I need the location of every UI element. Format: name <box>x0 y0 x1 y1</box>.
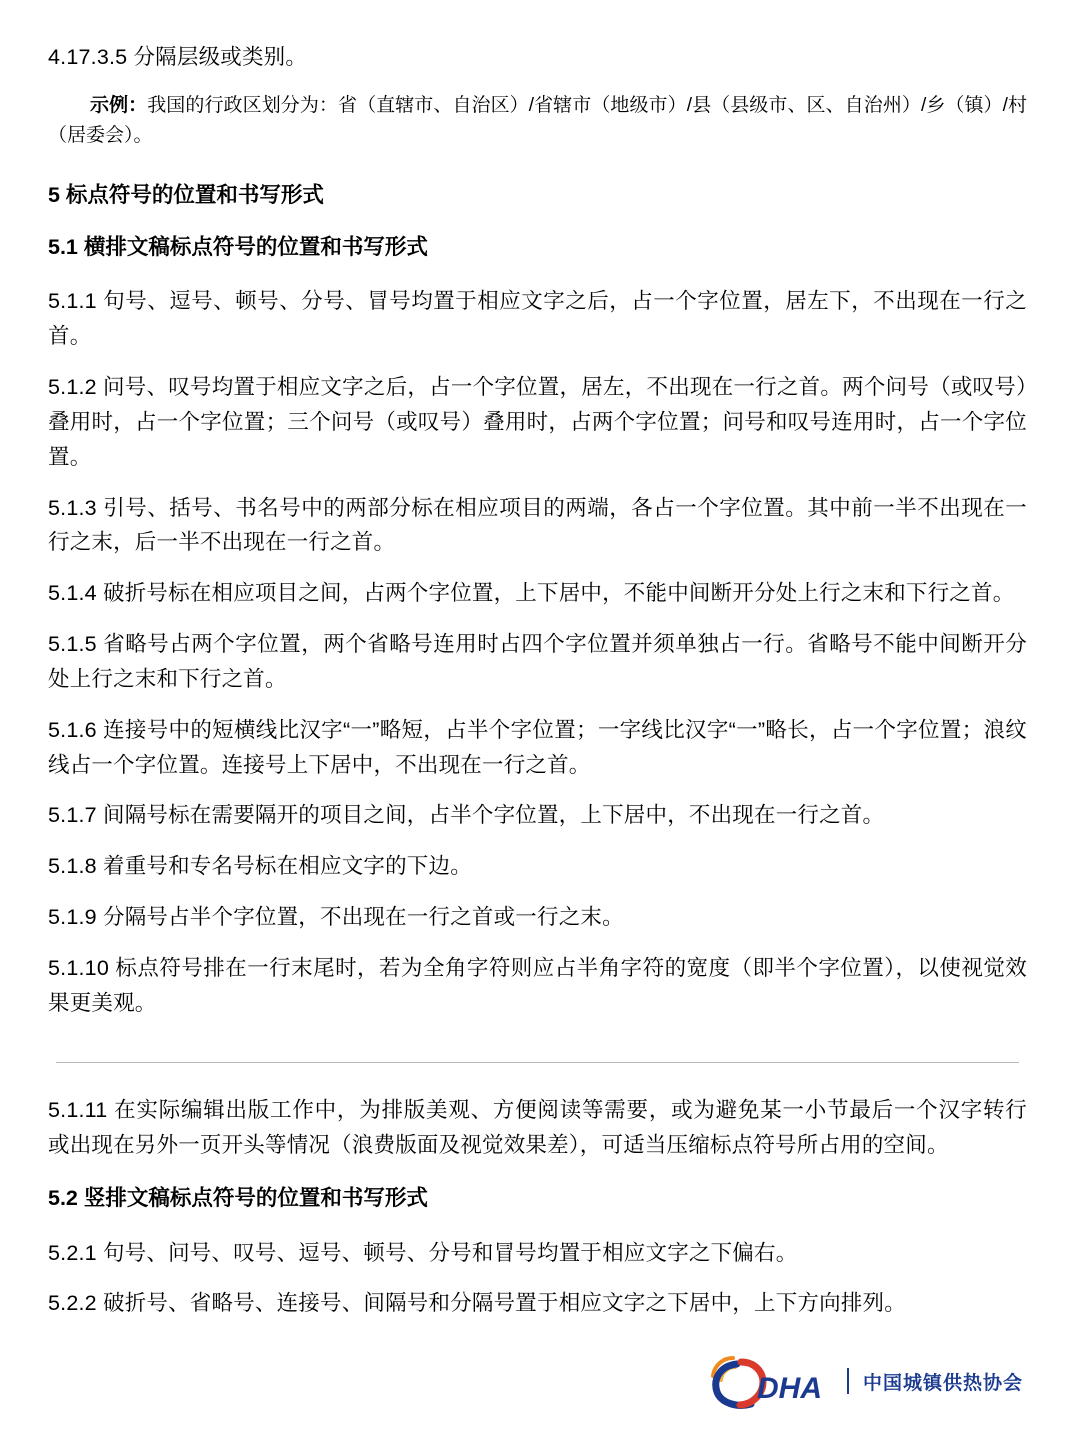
organization-logo <box>707 1350 1023 1412</box>
paragraph-4-17-3-5: 4.17.3.5 分隔层级或类别。 <box>48 45 308 69</box>
paragraph-5-1-1: 5.1.1 句号、逗号、顿号、分号、冒号均置于相应文字之后，占一个字位置，居左下，不出现在一行之首。 <box>48 289 1027 349</box>
svg-text:DHA: DHA <box>756 1372 822 1405</box>
paragraph-5-1-11: 5.1.11 在实际编辑出版工作中，为排版美观、方便阅读等需要，或为避免某一小节最后一个汉字转行 或出现在另外一页开头等情况（浪费版面及视觉效果差），可适当压缩标点符号所占用的空间。 <box>48 1098 1027 1158</box>
paragraph-5-1-7: 5.1.7 间隔号标在需要隔开的项目之间，占半个字位置，上下居中，不出现在一行之首。 <box>48 803 885 828</box>
paragraph-5-2-1: 5.2.1 句号、问号、叹号、逗号、顿号、分号和冒号均置于相应文字之下偏右。 <box>48 1240 798 1265</box>
paragraph-5-1-5: 5.1.5 省略号占两个字位置，两个省略号连用时占四个字位置并须单独占一行。省略号不能中间断开分处上行之末和下行之首。 <box>48 632 1027 691</box>
example-label: 示例： <box>90 94 148 116</box>
logo-organization-name: 中国城镇供热协会 <box>862 1372 1023 1394</box>
cdha-logo-icon <box>707 1350 833 1412</box>
heading-section-5-1: 5.1 横排文稿标点符号的位置和书写形式 <box>48 235 428 259</box>
paragraph-5-1-6: 5.1.6 连接号中的短横线比汉字“一”略短，占半个字位置；一字线比汉字“一”略长，占一个字位置；浪纹线占一个字位置。连接号上下居中，不出现在一行之首。 <box>48 717 1027 777</box>
example-text: 我国的行政区划分为：省（直辖市、自治区）/省辖市（地级市）/县（县级市、区、自治州）/乡（镇）/村（居委会）。 <box>48 94 1027 147</box>
paragraph-5-1-4: 5.1.4 破折号标在相应项目之间，占两个字位置，上下居中，不能中间断开分处上行之末和下行之首。 <box>48 581 1015 606</box>
paragraph-5-1-3: 5.1.3 引号、括号、书名号中的两部分标在相应项目的两端，各占一个字位置。其中前一半不出现在一行之末，后一半不出现在一行之首。 <box>48 495 1027 555</box>
heading-section-5-2: 5.2 竖排文稿标点符号的位置和书写形式 <box>48 1186 428 1211</box>
paragraph-5-1-10: 5.1.10 标点符号排在一行末尾时，若为全角字符则应占半角字符的宽度（即半个字位置），以使视觉效果更美观。 <box>48 955 1027 1015</box>
example-block <box>48 91 1027 152</box>
paragraph-5-1-9: 5.1.9 分隔号占半个字位置，不出现在一行之首或一行之末。 <box>48 904 624 929</box>
heading-section-5: 5 标点符号的位置和书写形式 <box>48 182 324 207</box>
section-divider <box>56 1062 1019 1063</box>
logo-divider <box>847 1368 849 1394</box>
paragraph-5-1-2: 5.1.2 问号、叹号均置于相应文字之后，占一个字位置，居左，不出现在一行之首。两个问号（或叹号）叠用时，占一个字位置；三个问号（或叹号）叠用时，占两个字位置；问号和叹号连用时，占一个字位置。 <box>48 375 1027 469</box>
paragraph-5-2-2: 5.2.2 破折号、省略号、连接号、间隔号和分隔号置于相应文字之下居中，上下方向排列。 <box>48 1291 906 1316</box>
paragraph-5-1-8: 5.1.8 着重号和专名号标在相应文字的下边。 <box>48 854 472 879</box>
